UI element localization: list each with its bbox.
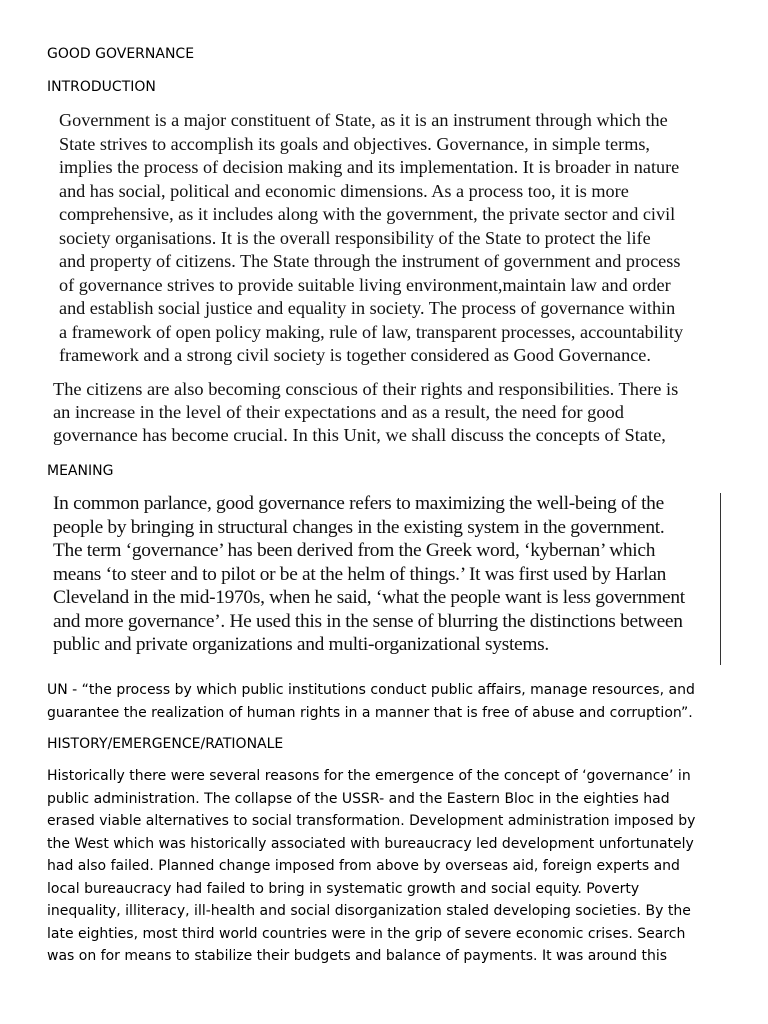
text-line: guarantee the realization of human rights in a manner that is free of abuse and corruption”. (47, 704, 693, 721)
text-line: public and private organizations and multi-organizational systems. (53, 634, 549, 655)
text-line: was on for means to stabilize their budgets and balance of payments. It was around this (47, 948, 668, 964)
text-line: means ‘to steer and to pilot or be at the helm of things.’ It was first used by Harlan (53, 563, 667, 585)
introduction-paragraph-2 (53, 378, 678, 447)
meaning-paragraph (53, 492, 685, 657)
text-line: of governance strives to provide suitable living environment,maintain law and order (59, 274, 671, 295)
text-line: had also failed. Planned change imposed from above by overseas aid, foreign experts and (47, 858, 680, 874)
text-line: The term ‘governance’ has been derived from the Greek word, ‘kybernan’ which (53, 540, 656, 561)
text-line: local bureaucracy had failed to bring in systematic growth and social equity. Poverty (47, 880, 640, 897)
text-line: and establish social justice and equality in society. The process of governance within (59, 298, 676, 318)
text-line: The citizens are also becoming conscious of their rights and responsibilities. There is (53, 379, 679, 399)
text-line: a framework of open policy making, rule of law, transparent processes, accountability (59, 321, 684, 342)
document-title: GOOD GOVERNANCE (47, 46, 195, 62)
un-definition (47, 679, 737, 724)
scan-edge-divider (720, 493, 721, 665)
text-line: comprehensive, as it includes along with the government, the private sector and civil (59, 204, 676, 224)
text-line: and has social, political and economic dimensions. As a process too, it is more (59, 180, 629, 201)
text-line: inequality, illiteracy, ill-health and social disorganization staled developing societies. By the (47, 903, 691, 919)
text-line: UN - “the process by which public institutions conduct public affairs, manage resources, and (47, 682, 695, 698)
text-line: and property of citizens. The State through the instrument of government and process (59, 251, 681, 271)
text-line: public administration. The collapse of the USSR- and the Eastern Bloc in the eighties had (47, 790, 670, 807)
text-line: implies the process of decision making and its implementation. It is broader in nature (59, 157, 680, 177)
text-line: In common parlance, good governance refers to maximizing the well-being of the (53, 493, 664, 514)
text-line: framework and a strong civil society is together considered as Good Governance. (59, 345, 651, 365)
meaning-heading: MEANING (47, 463, 114, 479)
text-line: the West which was historically associated with bureaucracy led development unfortunately (47, 835, 694, 852)
introduction-heading: INTRODUCTION (47, 79, 156, 95)
introduction-paragraph-1 (59, 109, 683, 368)
text-line: erased viable alternatives to social transformation. Development administration imposed by (47, 813, 696, 829)
history-heading: HISTORY/EMERGENCE/RATIONALE (47, 736, 284, 752)
text-line: people by bringing in structural changes in the existing system in the government. (53, 516, 665, 538)
text-line: Government is a major constituent of State, as it is an instrument through which the (59, 110, 668, 130)
text-line: society organisations. It is the overall responsibility of the State to protect the life (59, 227, 651, 248)
text-line: governance has become crucial. In this Unit, we shall discuss the concepts of State, (53, 425, 666, 445)
text-line: Historically there were several reasons for the emergence of the concept of ‘governance’ in (47, 768, 691, 784)
text-line: late eighties, most third world countries were in the grip of severe economic crises. Search (47, 925, 686, 942)
history-paragraph (47, 765, 737, 968)
text-line: Cleveland in the mid-1970s, when he said, ‘what the people want is less government (53, 587, 685, 608)
text-line: an increase in the level of their expectations and as a result, the need for good (53, 402, 624, 422)
text-line: State strives to accomplish its goals and objectives. Governance, in simple terms, (59, 133, 650, 154)
text-line: and more governance’. He used this in the sense of blurring the distinctions between (53, 610, 683, 632)
